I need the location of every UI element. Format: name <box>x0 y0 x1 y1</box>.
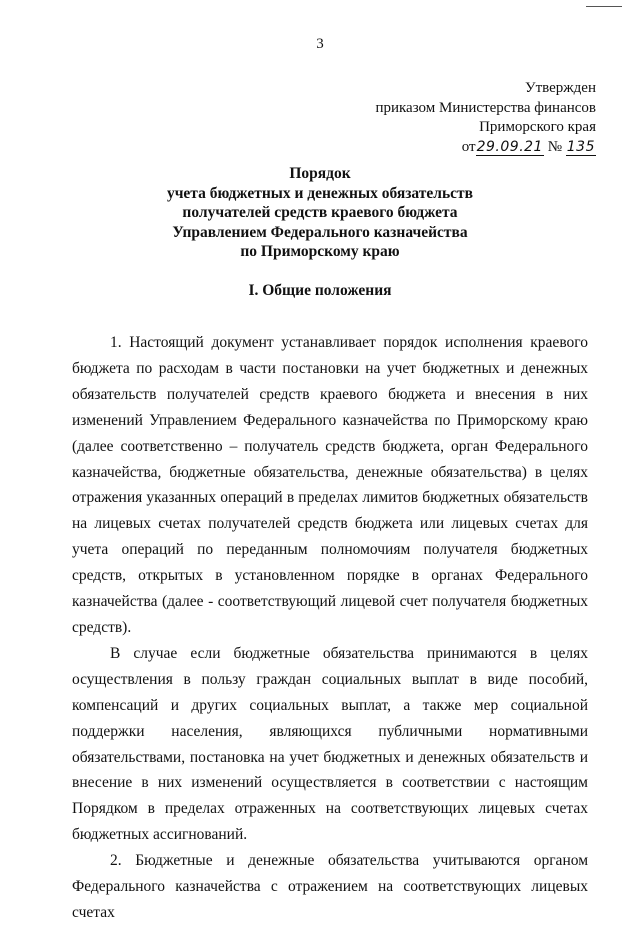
paragraph-2: В случае если бюджетные обязательства принимаются в целях осуществления в пользу граждан социальных выплат в виде пособий, компенсаций и других социальных выплат, а также мер социальной поддержки населения, являющихся публичными нормативными обязательствами, постановка на учет бюджетных и денежных обязательств и внесение в них изменений осуществляется в соответствии с настоящим Порядком в пределах отраженных на соответствующих лицевых счетах бюджетных ассигнований. <box>72 644 588 844</box>
title-line-3: получателей средств краевого бюджета <box>182 204 458 221</box>
corner-mark <box>586 0 622 7</box>
handwritten-number: 135 <box>566 138 595 155</box>
page-number: 3 <box>316 36 324 52</box>
document-title <box>0 164 640 262</box>
handwritten-date: 29.09.21 <box>476 138 543 155</box>
title-line-4: Управлением Федерального казначейства <box>172 223 468 241</box>
section-heading: I. Общие положения <box>248 282 392 299</box>
paragraph-1: 1. Настоящий документ устанавливает порядок исполнения краевого бюджета по расходам в части постановки на учет бюджетных и денежных обязательств получателей средств краевого бюджета и внесения в них изменений Управлением Федерального казначейства по Приморскому краю (далее соответственно – получатель средств бюджета, орган Федерального казначейства, бюджетные обязательства, денежные обязательства) в целях отражения указанных операций в пределах лимитов бюджетных обязательств на лицевых счетах получателей средств бюджета или лицевых счетах для учета операций по переданным полномочиям получателя бюджетных средств, открытых в установленном порядке в органах Федерального казначейства (далее - соответствующий лицевой счет получателя бюджетных средств). <box>72 334 588 636</box>
number-prefix: № <box>547 138 563 155</box>
approval-line-region: Приморского края <box>479 119 596 135</box>
date-prefix: от <box>461 138 476 155</box>
approval-line-approved: Утвержден <box>524 80 596 96</box>
approval-line-date-number <box>266 138 596 158</box>
paragraph-3: 2. Бюджетные и денежные обязательства учитываются органом Федерального казначейства с отражением на соответствующих лицевых счетах <box>72 852 588 921</box>
title-line-5: по Приморскому краю <box>240 243 400 260</box>
approval-stamp <box>266 79 596 157</box>
approval-line-order: приказом Министерства финансов <box>375 99 596 116</box>
title-line-1: Порядок <box>289 165 351 182</box>
body-text <box>72 330 588 926</box>
title-line-2: учета бюджетных и денежных обязательств <box>166 184 474 202</box>
